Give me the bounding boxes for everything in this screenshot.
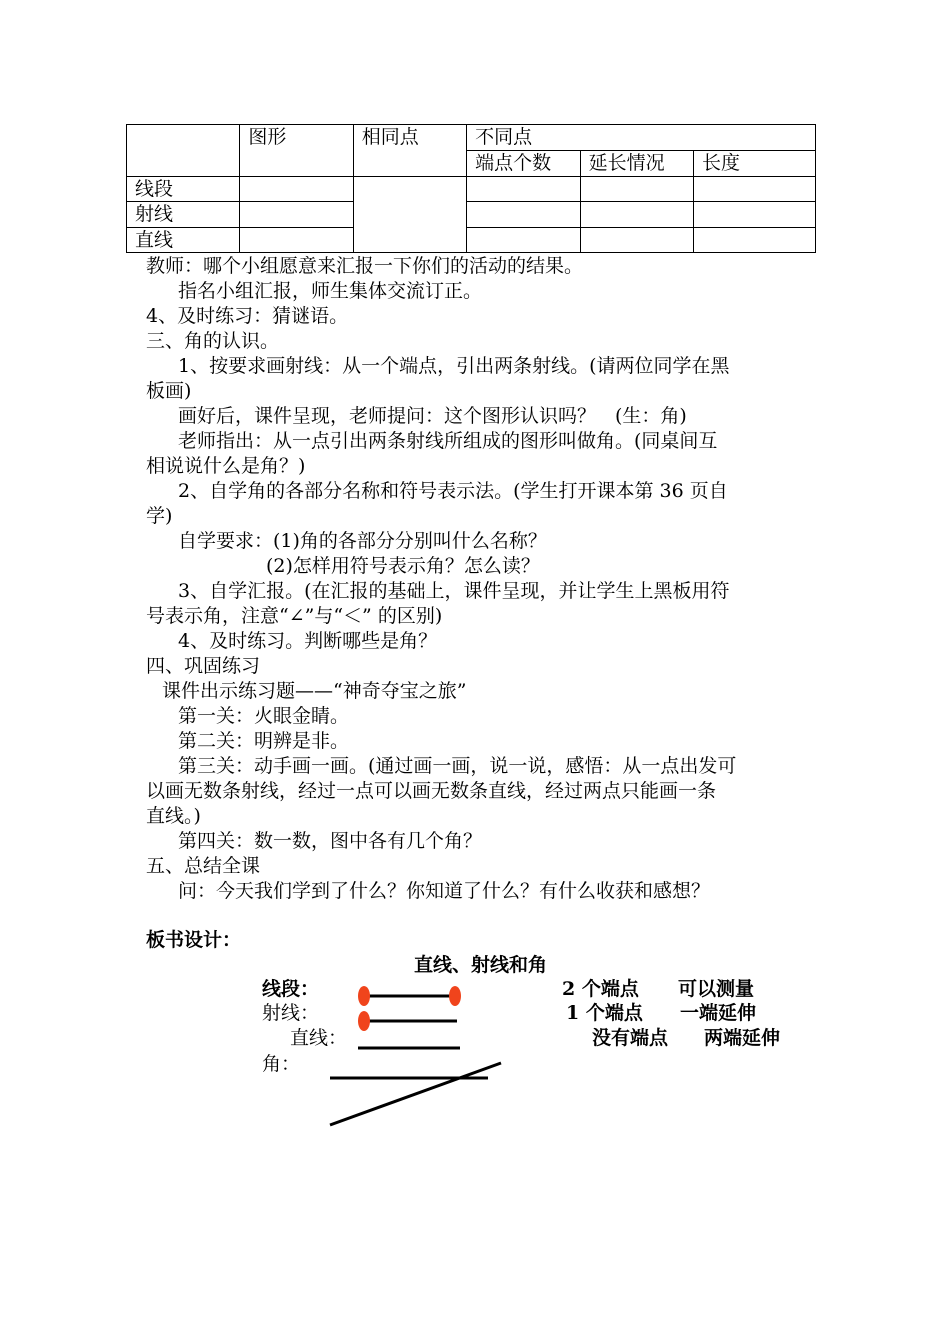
segment-left-endpoint xyxy=(358,986,370,1006)
table-cell xyxy=(580,176,693,201)
paragraph-line: 教师：哪个小组愿意来汇报一下你们的活动的结果。 xyxy=(146,255,584,277)
paragraph-line: 指名小组汇报，师生集体交流订正。 xyxy=(178,280,483,302)
angle-label: 角： xyxy=(262,1053,301,1075)
paragraph-line: 板画) xyxy=(146,380,192,402)
paragraph-line: 第三关：动手画一画。(通过画一画，说一说，感悟：从一点出发可 xyxy=(178,755,737,777)
paragraph-line: 4、及时练习。判断哪些是角？ xyxy=(178,630,438,652)
paragraph-line: 2、自学角的各部分名称和符号表示法。(学生打开课本第 36 页自 xyxy=(178,480,728,502)
ray-endpoint xyxy=(358,1011,370,1031)
segment-endpoints-text: 2 个端点 xyxy=(562,978,639,1000)
line-label: 直线： xyxy=(290,1027,348,1049)
paragraph-line: 老师指出：从一点引出两条射线所组成的图形叫做角。(同桌间互 xyxy=(178,430,718,452)
paragraph-line: 直线。) xyxy=(146,805,201,827)
ray-label: 射线： xyxy=(262,1002,320,1024)
board-heading: 板书设计： xyxy=(146,929,242,951)
paragraph-line: 3、自学汇报。(在汇报的基础上，课件呈现，并让学生上黑板用符 xyxy=(178,580,730,602)
comparison-table xyxy=(126,124,816,253)
table-cell xyxy=(240,227,353,252)
header-similarity: 相同点 xyxy=(353,125,466,177)
section-heading: 三、角的认识。 xyxy=(146,330,280,352)
paragraph-line: 号表示角，注意“∠”与“＜” 的区别) xyxy=(146,605,443,627)
header-figure: 图形 xyxy=(240,125,353,177)
table-cell-merged xyxy=(353,176,466,252)
ray-extend-text: 一端延伸 xyxy=(680,1002,757,1024)
section-heading: 四、巩固练习 xyxy=(146,655,261,677)
paragraph-line: (2)怎样用符号表示角？怎么读？ xyxy=(266,555,540,577)
segment-right-endpoint xyxy=(449,986,461,1006)
table-cell xyxy=(467,227,580,252)
section-heading: 五、总结全课 xyxy=(146,855,261,877)
header-extension: 延长情况 xyxy=(580,150,693,176)
line-endpoints-text: 没有端点 xyxy=(592,1027,669,1049)
paragraph-line: 学) xyxy=(146,505,173,527)
paragraph-line: 以画无数条射线，经过一点可以画无数条直线，经过两点只能画一条 xyxy=(146,780,717,802)
paragraph-line: 第二关：明辨是非。 xyxy=(178,730,350,752)
row-label-line: 直线 xyxy=(127,227,240,252)
table-cell xyxy=(693,227,815,252)
board-title: 直线、射线和角 xyxy=(414,954,548,976)
table-cell xyxy=(240,176,353,201)
table-corner-cell xyxy=(127,125,240,177)
row-label-segment: 线段 xyxy=(127,176,240,201)
table-cell xyxy=(580,202,693,227)
table-cell xyxy=(693,176,815,201)
paragraph-line: 自学要求：(1)角的各部分分别叫什么名称？ xyxy=(178,530,547,552)
table-cell xyxy=(240,202,353,227)
table-cell xyxy=(467,176,580,201)
ray-endpoints-text: 1 个端点 xyxy=(566,1002,643,1024)
angle-ray-diagonal xyxy=(330,1063,501,1125)
header-difference: 不同点 xyxy=(467,125,816,151)
paragraph-line: 1、按要求画射线：从一个端点，引出两条射线。(请两位同学在黑 xyxy=(178,355,730,377)
table-cell xyxy=(693,202,815,227)
paragraph-line: 4、及时练习：猜谜语。 xyxy=(146,305,349,327)
paragraph-line: 相说说什么是角？) xyxy=(146,455,306,477)
paragraph-line: 第四关：数一数，图中各有几个角？ xyxy=(178,830,483,852)
paragraph-line: 问：今天我们学到了什么？你知道了什么？有什么收获和感想？ xyxy=(178,880,711,902)
table-cell xyxy=(580,227,693,252)
header-endpoint-count: 端点个数 xyxy=(467,150,580,176)
header-length: 长度 xyxy=(693,150,815,176)
table-cell xyxy=(467,202,580,227)
row-label-ray: 射线 xyxy=(127,202,240,227)
lesson-text xyxy=(146,254,816,904)
paragraph-line: 第一关：火眼金睛。 xyxy=(178,705,350,727)
segment-label: 线段： xyxy=(262,978,320,1000)
paragraph-line: 课件出示练习题——“神奇夺宝之旅” xyxy=(162,680,467,702)
line-extend-text: 两端延伸 xyxy=(704,1027,781,1049)
segment-measure-text: 可以测量 xyxy=(678,978,755,1000)
paragraph-line: 画好后，课件呈现，老师提问：这个图形认识吗？ (生：角) xyxy=(178,405,687,427)
